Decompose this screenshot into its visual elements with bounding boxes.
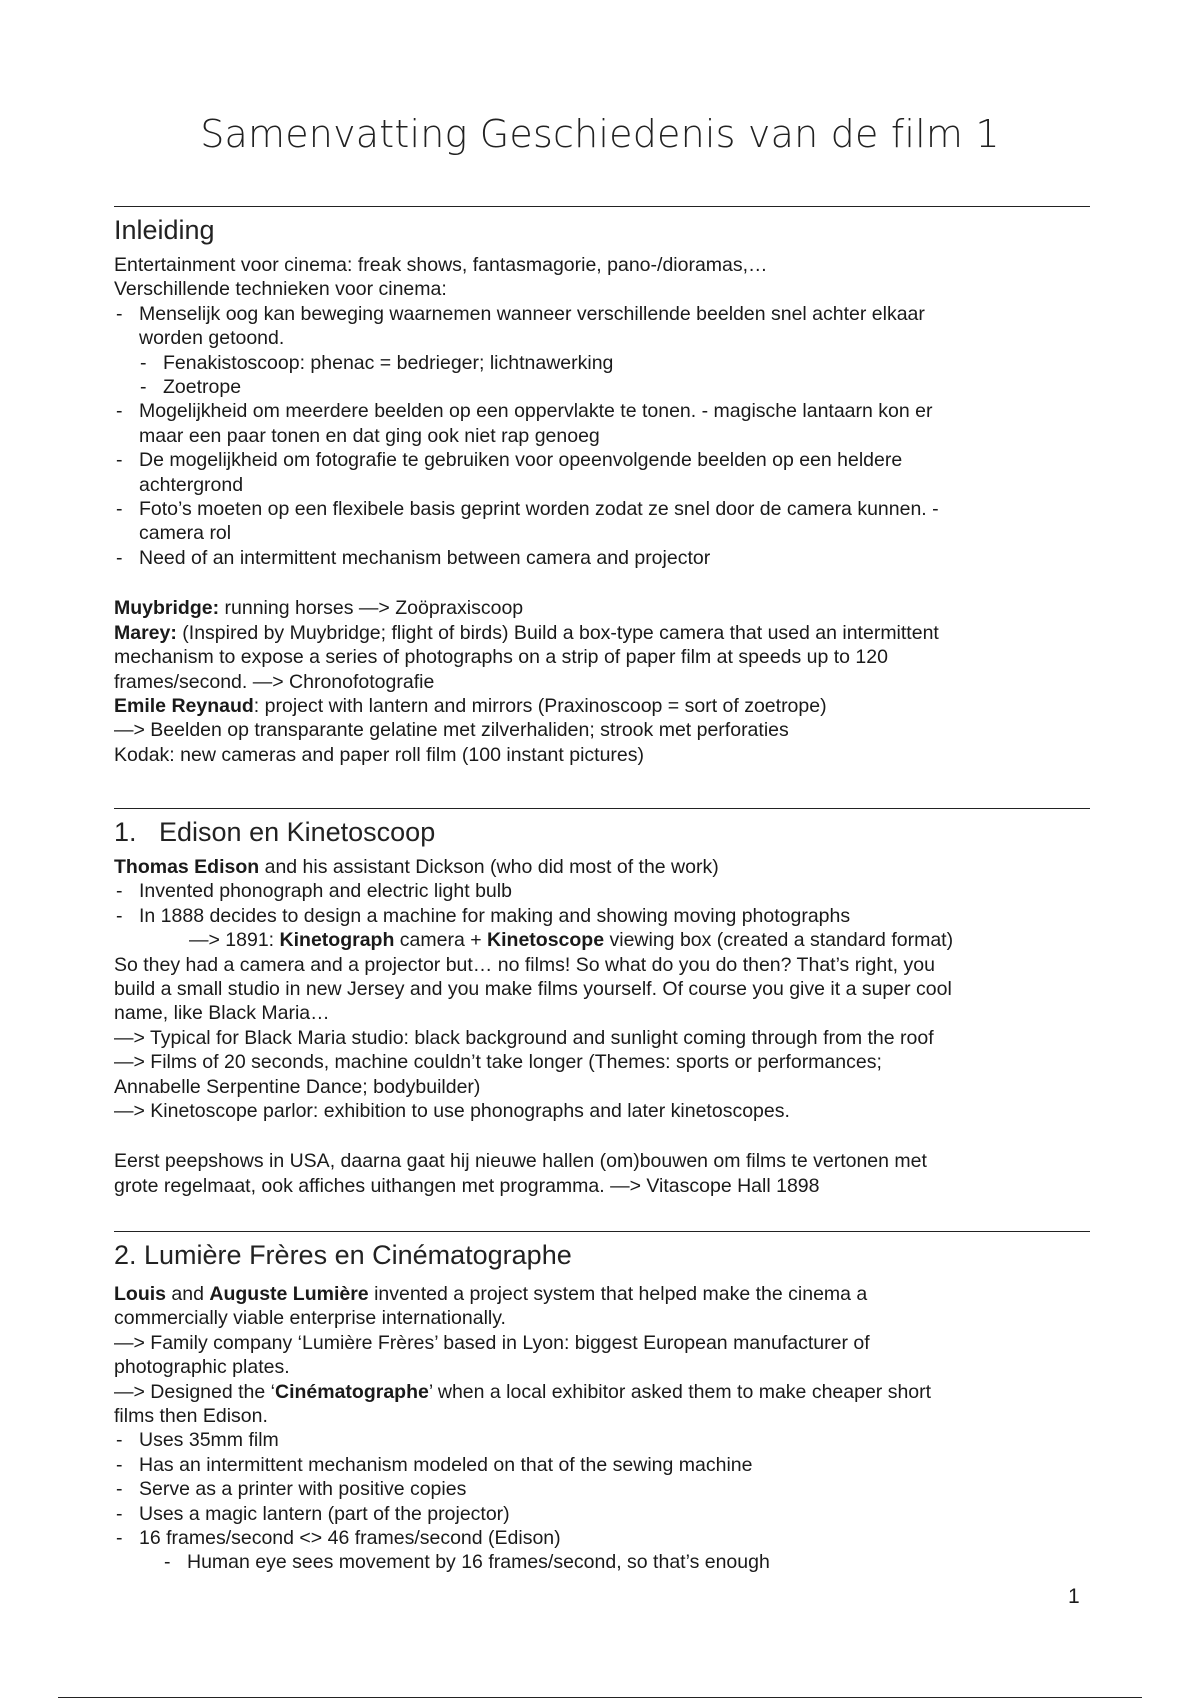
list-item: - 16 frames/second <> 46 frames/second (Edison) — [116, 1527, 561, 1550]
dash-bullet: - — [164, 1551, 171, 1574]
paragraph-line: build a small studio in new Jersey and you make films yourself. Of course you give it a super cool — [114, 978, 952, 1001]
section-body — [114, 253, 1090, 767]
paragraph-line: films then Edison. — [114, 1405, 268, 1428]
paragraph-line: grote regelmaat, ook affiches uithangen met programma. —> Vitascope Hall 1898 — [114, 1174, 820, 1197]
list-item: - Mogelijkheid om meerdere beelden op een oppervlakte te tonen. - magische lantaarn kon er — [116, 400, 933, 423]
paragraph-line: Entertainment voor cinema: freak shows, fantasmagorie, pano-/dioramas,… — [114, 254, 768, 276]
term-bold: Thomas Edison — [114, 856, 260, 878]
dash-bullet: - — [140, 351, 147, 374]
list-item: - Uses 35mm film — [116, 1429, 279, 1452]
document-title: Samenvatting Geschiedenis van de film 1 — [200, 112, 1000, 156]
paragraph-line: Marey: (Inspired by Muybridge; flight of birds) Build a box-type camera that used an intermittent — [114, 621, 939, 644]
list-item: - Has an intermittent mechanism modeled on that of the sewing machine — [116, 1453, 753, 1476]
list-item: - De mogelijkheid om fotografie te gebruiken voor opeenvolgende beelden op een heldere — [116, 449, 903, 472]
dash-bullet: - — [116, 546, 123, 569]
list-item-continuation: camera rol — [139, 522, 232, 545]
term-bold: Auguste Lumière — [209, 1283, 369, 1305]
arrow-line: —> Kinetoscope parlor: exhibition to use phonographs and later kinetoscopes. — [114, 1100, 790, 1123]
paragraph-line: Kodak: new cameras and paper roll film (100 instant pictures) — [114, 743, 645, 766]
paragraph-line: frames/second. —> Chronofotografie — [114, 670, 435, 693]
paragraph-line: commercially viable enterprise internationally. — [114, 1307, 506, 1330]
paragraph-line: name, like Black Maria… — [114, 1002, 330, 1025]
paragraph-line: Muybridge: running horses —> Zoöpraxiscoop — [114, 597, 524, 620]
list-item: - Need of an intermittent mechanism between camera and projector — [116, 546, 711, 569]
list-item-continuation: maar een paar tonen en dat ging ook niet rap genoeg — [139, 424, 600, 447]
section-body — [114, 1282, 1090, 1575]
list-item: - Menselijk oog kan beweging waarnemen wanneer verschillende beelden snel achter elkaar — [116, 302, 925, 325]
list-item-continuation: worden getoond. — [139, 327, 285, 350]
term-bold: Marey: — [114, 621, 177, 644]
list-item: - Foto’s moeten op een flexibele basis geprint worden zodat ze snel door de camera kunnen. - — [116, 498, 939, 521]
arrow-line: —> Designed the ‘Cinématographe’ when a local exhibitor asked them to make cheaper short — [114, 1380, 932, 1403]
dash-bullet: - — [116, 449, 123, 472]
dash-bullet: - — [116, 880, 123, 903]
arrow-line: —> Typical for Black Maria studio: black background and sunlight coming through from the roof — [114, 1026, 934, 1049]
list-item: - Uses a magic lantern (part of the projector) — [116, 1502, 510, 1525]
list-item-continuation: achtergrond — [139, 473, 244, 496]
dash-bullet: - — [140, 376, 147, 399]
paragraph-line: mechanism to expose a series of photographs on a strip of paper film at speeds up to 120 — [114, 646, 888, 669]
arrow-line: —> 1891: Kinetograph camera + Kinetoscope viewing box (created a standard format) — [189, 929, 954, 952]
term-bold: Cinématographe — [274, 1380, 429, 1403]
dash-bullet: - — [116, 904, 123, 927]
list-item: - Invented phonograph and electric light bulb — [116, 880, 512, 903]
paragraph-line: Annabelle Serpentine Dance; bodybuilder) — [114, 1075, 481, 1098]
section-body — [114, 855, 1090, 1198]
paragraph-line: Thomas Edison and his assistant Dickson (who did most of the work) — [114, 856, 719, 878]
section-heading: 2. Lumière Frères en Cinématographe — [114, 1240, 572, 1270]
section-heading: 1. Edison en Kinetoscoop — [114, 817, 436, 847]
section-lumiere — [114, 1231, 1090, 1575]
arrow-line: —> Family company ‘Lumière Frères’ based in Lyon: biggest European manufacturer of — [114, 1331, 870, 1354]
dash-bullet: - — [116, 1527, 123, 1550]
section-edison — [114, 808, 1090, 1198]
paragraph-line: Verschillende technieken voor cinema: — [114, 278, 447, 301]
section-divider — [114, 808, 1090, 809]
term-bold: Louis — [114, 1283, 166, 1305]
term-bold: Kinetograph — [279, 929, 395, 952]
paragraph-line: Louis and Auguste Lumière invented a project system that helped make the cinema a — [114, 1283, 868, 1305]
sub-list-item: - Human eye sees movement by 16 frames/second, so that’s enough — [164, 1551, 770, 1574]
dash-bullet: - — [116, 302, 123, 325]
section-inleiding — [114, 206, 1090, 767]
term-bold: Emile Reynaud — [114, 694, 254, 717]
dash-bullet: - — [116, 1429, 123, 1452]
dash-bullet: - — [116, 1502, 123, 1525]
paragraph-line: So they had a camera and a projector but… no films! So what do you do then? That’s right, you — [114, 953, 935, 976]
section-heading: Inleiding — [114, 215, 215, 245]
sub-list-item: - Zoetrope — [140, 376, 242, 399]
term-bold: Kinetoscope — [487, 929, 605, 952]
section-divider — [114, 206, 1090, 207]
paragraph-line: Emile Reynaud: project with lantern and mirrors (Praxinoscoop = sort of zoetrope) — [114, 694, 827, 717]
page-number: 1 — [1068, 1585, 1080, 1608]
paragraph-line: Eerst peepshows in USA, daarna gaat hij nieuwe hallen (om)bouwen om films te vertonen met — [114, 1150, 927, 1173]
paragraph-line: photographic plates. — [114, 1356, 290, 1379]
sub-list-item: - Fenakistoscoop: phenac = bedrieger; lichtnawerking — [140, 351, 614, 374]
dash-bullet: - — [116, 400, 123, 423]
paragraph-line: —> Beelden op transparante gelatine met zilverhaliden; strook met perforaties — [114, 719, 789, 742]
footer-divider — [58, 1697, 1142, 1698]
term-bold: Muybridge: — [114, 597, 220, 620]
dash-bullet: - — [116, 498, 123, 521]
arrow-line: —> Films of 20 seconds, machine couldn’t take longer (Themes: sports or performances; — [114, 1051, 882, 1074]
list-item: - Serve as a printer with positive copies — [116, 1478, 467, 1501]
section-divider — [114, 1231, 1090, 1232]
list-item: - In 1888 decides to design a machine for making and showing moving photographs — [116, 904, 851, 927]
dash-bullet: - — [116, 1478, 123, 1501]
dash-bullet: - — [116, 1453, 123, 1476]
